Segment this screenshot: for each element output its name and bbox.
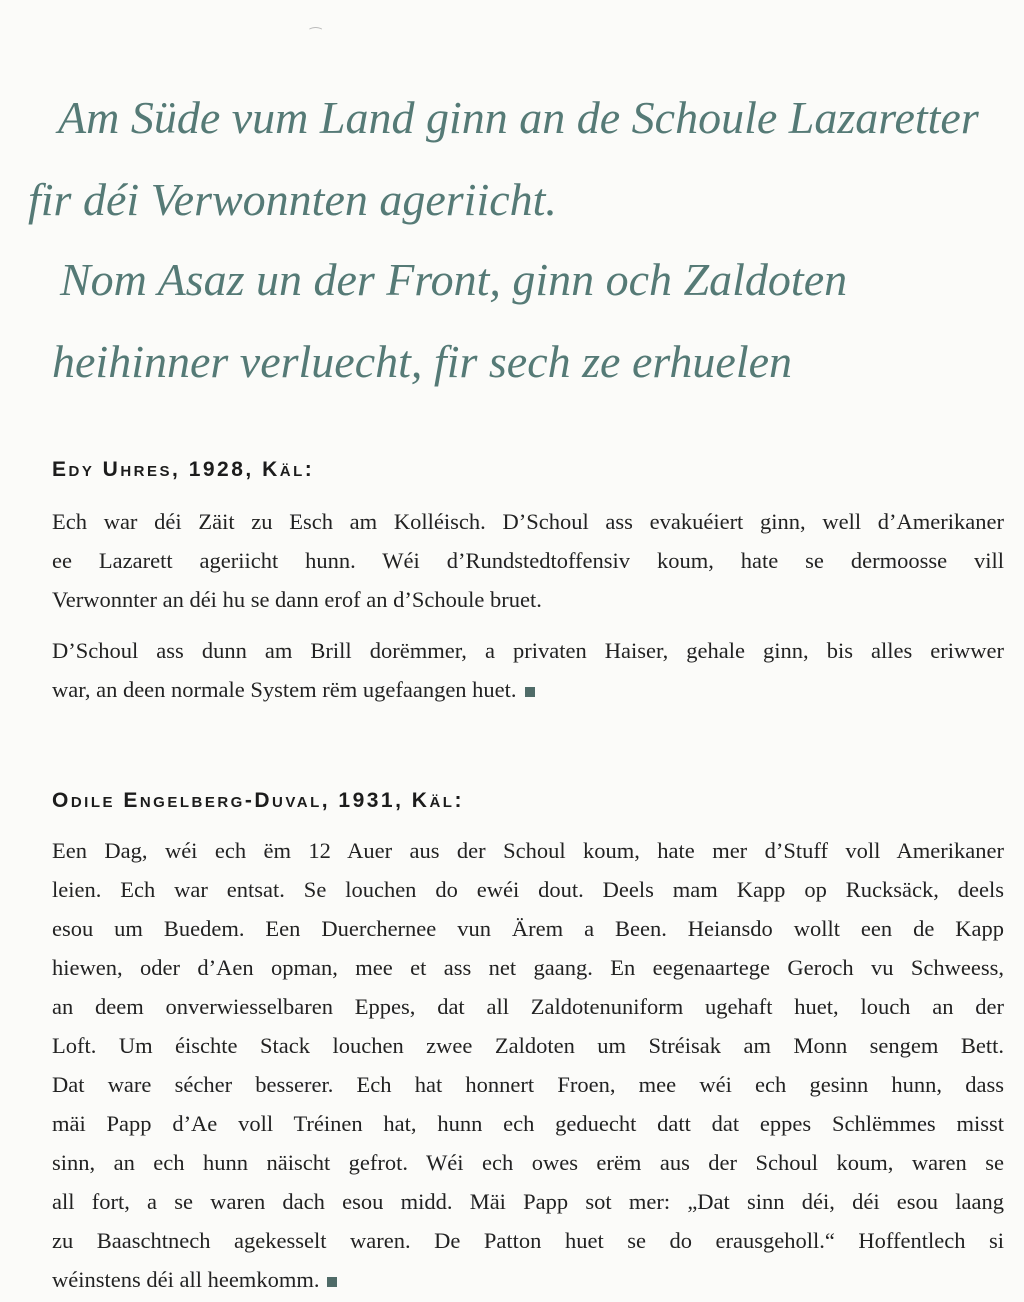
text-line: mäi Papp d’Ae voll Tréinen hat, hunn ech geduecht datt dat eppes Schlëmmes misst	[52, 1111, 1004, 1136]
script-line: heihinner verluecht, fir sech ze erhuelen	[52, 336, 793, 387]
text-line	[52, 670, 1004, 709]
text-line: ee Lazarett ageriicht hunn. Wéi d’Rundstedtoffensiv koum, hate se dermoosse vill	[52, 548, 1004, 573]
text-line: sinn, an ech hunn näischt gefrot. Wéi ech owes erëm aus der Schoul koum, waren se	[52, 1150, 1004, 1175]
script-line: Nom Asaz un der Front, ginn och Zaldoten	[60, 254, 848, 305]
text-line: all fort, a se waren dach esou midd. Mäi Papp sot mer: „Dat sinn déi, déi esou laang	[52, 1189, 1004, 1214]
text-line: Loft. Um éischte Stack louchen zwee Zaldoten um Stréisak am Monn sengem Bett.	[52, 1033, 1004, 1058]
paragraph	[52, 831, 1004, 1299]
text-line: an deem onverwiesselbaren Eppes, dat all Zaldotenuniform ugehaft huet, louch an der	[52, 994, 1004, 1019]
paragraph	[52, 502, 1004, 619]
text-line: Dat ware sécher besserer. Ech hat honnert Froen, mee wéi ech gesinn hunn, dass	[52, 1072, 1004, 1097]
script-line: Am Süde vum Land ginn an de Schoule Lazaretter	[58, 92, 979, 143]
text-line: hiewen, oder d’Aen opman, mee et ass net gaang. En eegenaartege Geroch vu Schweess,	[52, 955, 1004, 980]
scan-speck: ⁀	[310, 29, 322, 44]
text-line: Verwonnter an déi hu se dann erof an d’Schoule bruet.	[52, 587, 542, 612]
text-line: D’Schoul ass dunn am Brill dorëmmer, a privaten Haiser, gehale ginn, bis alles eriwwer	[52, 638, 1004, 663]
end-mark-icon	[525, 687, 535, 697]
text-line: leien. Ech war entsat. Se louchen do ewéi dout. Deels mam Kapp op Rucksäck, deels	[52, 877, 1004, 902]
text-line-text: war, an deen normale System rëm ugefaangen huet.	[52, 677, 517, 702]
text-line: zu Baaschtnech agekesselt waren. De Patton huet se do erausgeholl.“ Hoffentlech si	[52, 1228, 1004, 1253]
text-line-text: wéinstens déi all heemkomm.	[52, 1267, 320, 1292]
text-line: esou um Buedem. Een Duerchernee vun Ärem a Been. Heiansdo wollt een de Kapp	[52, 916, 1004, 941]
text-line	[52, 1260, 1004, 1299]
end-mark-icon	[327, 1277, 337, 1287]
paragraph	[52, 631, 1004, 709]
text-line: Ech war déi Zäit zu Esch am Kolléisch. D’Schoul ass evakuéiert ginn, well d’Amerikaner	[52, 509, 1004, 534]
section-heading: Edy Uhres, 1928, Käl:	[52, 458, 315, 481]
section-heading: Odile Engelberg-Duval, 1931, Käl:	[52, 789, 464, 812]
text-line: Een Dag, wéi ech ëm 12 Auer aus der Schoul koum, hate mer d’Stuff voll Amerikaner	[52, 838, 1004, 863]
script-line: fir déi Verwonnten ageriicht.	[28, 174, 557, 225]
